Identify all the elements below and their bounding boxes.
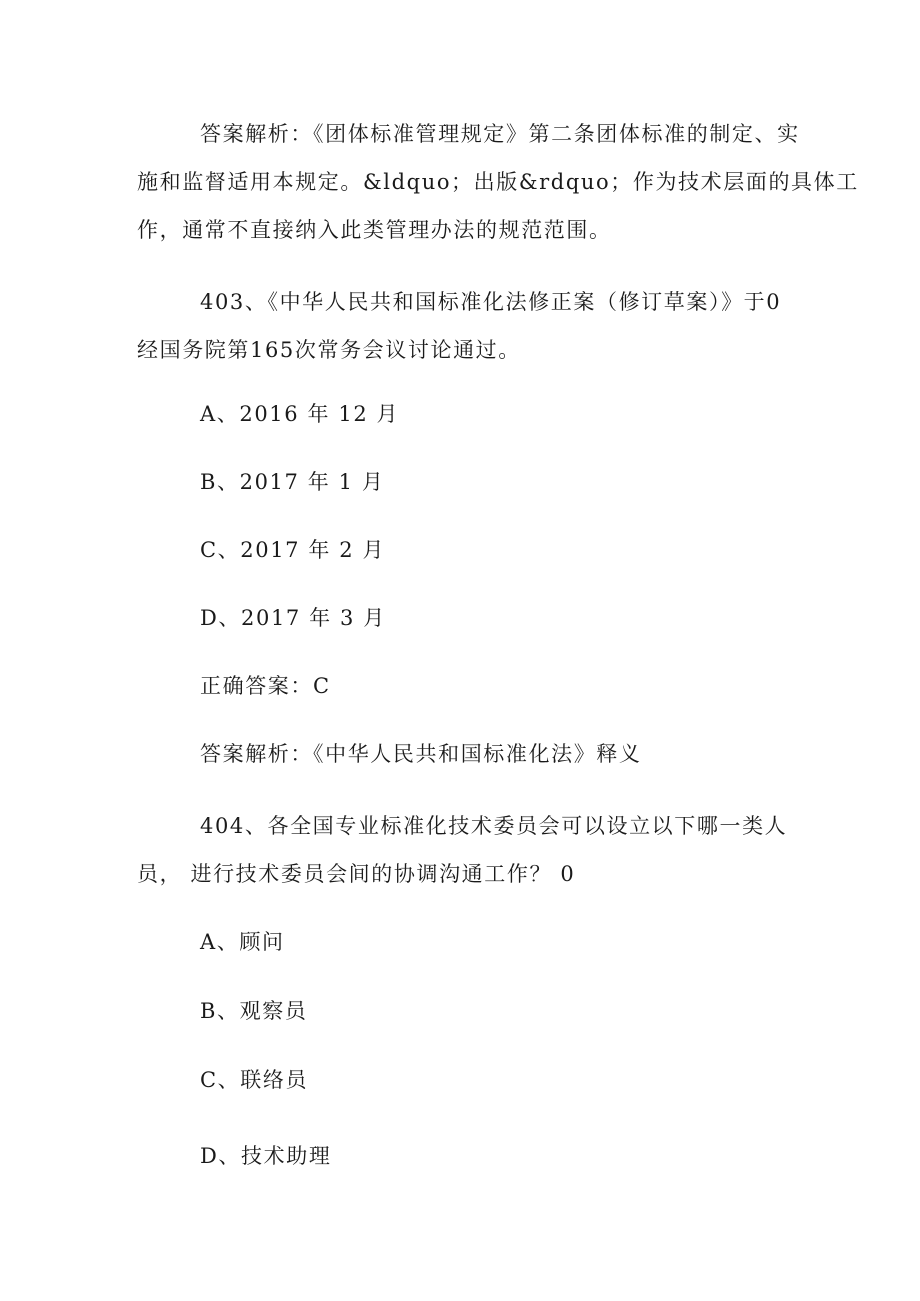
- question-404-option-a: A、顾问: [200, 930, 285, 954]
- question-403-answer: 正确答案：C: [200, 674, 331, 698]
- question-403-option-c: C、2017 年 2 月: [200, 538, 386, 562]
- question-404-stem-line-1: 404、各全国专业标准化技术委员会可以设立以下哪一类人: [200, 814, 788, 838]
- explanation-402-line-1: 答案解析：《团体标准管理规定》第二条团体标准的制定、实: [200, 122, 800, 146]
- question-404-option-c: C、联络员: [200, 1068, 309, 1092]
- question-403-stem-line-2: 经国务院第165次常务会议讨论通过。: [137, 338, 521, 362]
- explanation-402-line-2: 施和监督适用本规定。&ldquo；出版&rdquo；作为技术层面的具体工: [137, 170, 859, 194]
- question-403-stem-line-1: 403、《中华人民共和国标准化法修正案（修订草案）》于0: [200, 290, 782, 314]
- question-403-option-b: B、2017 年 1 月: [200, 470, 385, 494]
- question-403-explanation: 答案解析：《中华人民共和国标准化法》释义: [200, 742, 642, 766]
- question-404-option-d: D、技术助理: [200, 1144, 332, 1168]
- question-403-option-d: D、2017 年 3 月: [200, 606, 386, 630]
- question-403-option-a: A、2016 年 12 月: [200, 402, 400, 426]
- question-404-stem-line-2: 员， 进行技术委员会间的协调沟通工作？ 0: [137, 862, 576, 886]
- question-404-option-b: B、观察员: [200, 999, 308, 1023]
- explanation-402-line-3: 作，通常不直接纳入此类管理办法的规范范围。: [137, 218, 612, 242]
